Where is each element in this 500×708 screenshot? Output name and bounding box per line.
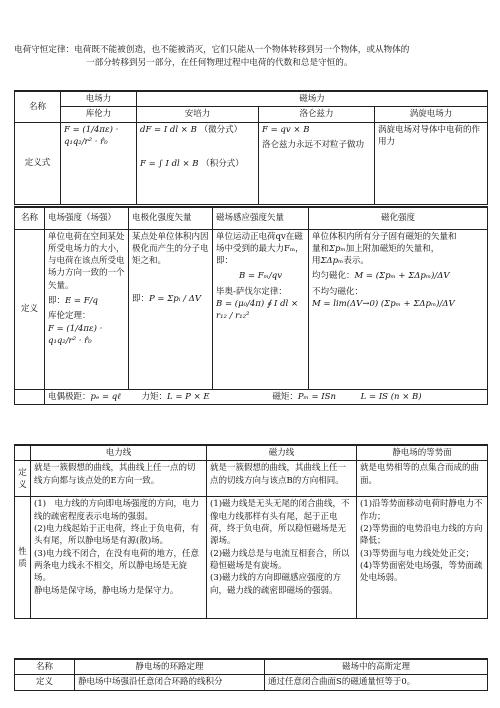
- equipotential-header: 静电场的等势面: [357, 445, 488, 461]
- electric-lines-properties: [31, 497, 207, 619]
- ampere-integral-note: （积分式）: [201, 158, 244, 169]
- biot-savart-label: 毕奥-萨伐尔定律：: [216, 286, 287, 297]
- magnetization-sum-1: Σpₘ: [329, 243, 346, 254]
- polarization-header: 电极化强度矢量: [129, 207, 213, 229]
- magnetic-moment-label: 磁矩：: [272, 391, 298, 402]
- lines-definition-label: 定义: [15, 461, 31, 497]
- equipotential-property-item: (2)等势面的电势沿电力线的方向降低；: [360, 523, 483, 547]
- polarization-cell: [129, 229, 213, 389]
- magnetic-force-header: 磁场力: [137, 91, 488, 107]
- magnetic-property-item: (2)磁力线总是与电流互相套合，所以稳恒磁场是有旋场。: [210, 548, 350, 571]
- lorentz-note: 洛仑兹力永远不对粒子做功: [262, 139, 365, 150]
- magnetic-lines-header: 磁力线: [207, 445, 357, 461]
- force-table: [14, 90, 488, 205]
- gauss-magnetic-header: 磁场中的高斯定理: [265, 659, 488, 675]
- torque-label: 力矩：: [141, 391, 167, 402]
- coulomb-formula: F = (1/4πε) · q₁q₂/r² · r̂₀: [64, 124, 119, 147]
- theorem-definition-label: 定义: [15, 675, 75, 690]
- circulation-theorem-definition: 静电场中场强沿任意闭合环路的线积分: [75, 675, 265, 690]
- field-strength-formula: E = F/q: [65, 296, 98, 307]
- polarization-formula-label: 即：: [132, 294, 150, 305]
- circulation-theorem-header: 静电场的环路定理: [75, 659, 265, 675]
- magnetic-induction-header: 磁场感应强度矢量: [213, 207, 309, 229]
- magnetic-induction-cell: [213, 229, 309, 389]
- ampere-force-header: 安培力: [137, 107, 259, 122]
- field-strength-formula-label: 即：: [48, 296, 66, 307]
- vortex-description: 涡旋电场对导体中电荷的作用力: [375, 122, 488, 204]
- lorentz-formula: F = qv × B: [262, 124, 310, 135]
- magnetization-use-word: 用: [312, 256, 321, 267]
- magnetization-cell: 单位体积内所有分子固有磁矩的矢量和 量和Σpₘ加上附加磁矩的矢量和， 用ΣΔpₘ表示。 均匀磁化：M = (Σpₘ + ΣΔpₘ)/ΔV 不均匀磁化： M = lim(ΔV→0) (Σpₘ + ΣΔpₘ)/ΔV: [309, 229, 488, 389]
- magnetic-property-item: (3)磁力线的方向即磁感应强度的方向，磁力线的疏密即磁场的强弱。: [210, 573, 342, 596]
- electric-lines-definition: 就是一簇假想的曲线，其曲线上任一点的切线方向都与该点处的E方向一致。: [31, 461, 207, 497]
- polarization-formula: P = Σpᵢ / ΔV: [149, 294, 201, 305]
- ampere-differential-formula: dF = I dl × B: [140, 124, 197, 135]
- ampere-formula-cell: [137, 122, 259, 204]
- intro-line-1: 电荷守恒定律：电荷既不能被创造，也不能被消灭，它们只能从一个物体转移到另一个物体，或从物体的: [14, 45, 410, 55]
- field-strength-cell: [45, 229, 129, 389]
- coulomb-force-header: 库伦力: [61, 107, 137, 122]
- electric-property-item: (2)电力线起始于正电荷，终止于负电荷，有头有尾，所以静电场是有源(散)场。: [34, 523, 200, 547]
- electric-force-header: 电场力: [61, 91, 137, 107]
- force-name-header: 名称: [15, 91, 61, 122]
- vortex-force-header: 涡旋电场力: [375, 107, 488, 122]
- lorentz-force-header: 洛仑兹力: [259, 107, 375, 122]
- coulomb-formula-cell: [61, 122, 137, 204]
- charge-conservation-paragraph: [14, 44, 488, 71]
- nonuniform-magnetization-label: 不均匀磁化：: [312, 286, 364, 297]
- lorentz-formula-cell: [259, 122, 375, 204]
- magnetic-induction-formula: B = Fₘ/qv: [239, 271, 282, 282]
- theorem-table: [14, 658, 488, 691]
- coulomb-law-formula: F = (1/4πε) · q₁q₂/r² · r̂₀: [48, 323, 103, 346]
- torque-formula: L = P × E: [166, 391, 210, 402]
- equipotential-property-item: (1)沿等势面移动电荷时静电力不作功；: [360, 499, 483, 522]
- theorem-name-header: 名称: [15, 659, 75, 675]
- dipole-label: 电偶极距：: [48, 391, 91, 402]
- gauss-magnetic-definition: 通过任意闭合曲面S的磁通量恒等于0。: [265, 675, 488, 690]
- magnetic-lines-definition: 就是一簇假想的曲线，其曲线上任一点的切线方向与该点B的方向相同。: [207, 461, 357, 497]
- ampere-integral-formula: F = ∫ I dl × B: [140, 158, 199, 169]
- ampere-differential-note: （微分式）: [199, 124, 243, 135]
- polarization-description: 某点处单位体积内因极化而产生的分子电矩之和。: [132, 231, 209, 267]
- magnetization-header: 磁化强度: [309, 207, 488, 229]
- magnetization-description-1: 单位体积内所有分子固有磁矩的矢量和: [312, 231, 457, 242]
- biot-savart-formula: B = (μ₀/4π) ∮ I dl × r₁₂ / r₁₂²: [216, 299, 299, 322]
- magnetic-property-item: (1)磁力线是无头无尾的闭合曲线，不像电力线那样有头有尾，起于正电荷，终于负电荷，所以稳恒磁场是无源场。: [210, 499, 350, 547]
- magnetization-description-2: 加上附加磁矩的矢量和，: [345, 243, 440, 254]
- magnetic-torque-formula: L = IS (n × B): [360, 391, 422, 402]
- electric-property-item: (1) 电力线的方向即电场强度的方向，电力线的疏密程度表示电场的强弱。: [34, 499, 200, 522]
- nonuniform-magnetization-formula: M = lim(ΔV→0) (Σpₘ + ΣΔpₘ)/ΔV: [312, 299, 455, 310]
- moment-row: [45, 389, 488, 404]
- dipole-formula: pₑ = qℓ: [90, 391, 121, 402]
- field-lines-table: [14, 444, 488, 619]
- magnetic-induction-description: 单位运动正电荷qv在磁场中受到的最大力Fₘ，即：: [216, 231, 304, 267]
- quantity-definition-label: 定义: [15, 229, 45, 389]
- electric-lines-header: 电力线: [31, 445, 207, 461]
- quantity-name-header: 名称: [15, 207, 45, 229]
- equipotential-definition: 就是电势相等的点集合而成的曲面。: [357, 461, 488, 497]
- magnetization-sum-2: ΣΔpₘ: [320, 256, 344, 267]
- field-quantity-table: [14, 206, 488, 405]
- magnetization-description-3: 表示。: [343, 256, 369, 267]
- equipotential-property-item: (4)等势面密处电场强，等势面疏处电场弱。: [360, 560, 483, 584]
- uniform-magnetization-formula: M = (Σpₘ + ΣΔpₘ)/ΔV: [354, 271, 450, 282]
- equipotential-properties: [357, 497, 488, 619]
- force-definition-label: 定义式: [15, 122, 61, 204]
- field-strength-header: 电场强度（场强）: [45, 207, 129, 229]
- magnetic-lines-properties: [207, 497, 357, 619]
- coulomb-law-label: 库伦定理：: [48, 311, 91, 322]
- electric-property-item: (3)电力线不闭合，在没有电荷的地方，任意两条电力线永不相交，所以静电场是无旋场。: [34, 548, 200, 584]
- magnetic-moment-formula: Pₘ = ISn: [297, 391, 336, 402]
- intro-line-2: 一部分转移到另一部分，在任何物理过程中电荷的代数和总是守恒的。: [86, 58, 353, 69]
- field-strength-description: 单位电荷在空间某处所受电场力的大小，与电荷在该点所受电场力方向一致的一个矢量。: [48, 231, 125, 291]
- electric-property-item: 静电场是保守场，静电场力是保守力。: [34, 585, 179, 596]
- uniform-magnetization-label: 均匀磁化：: [312, 271, 355, 282]
- equipotential-property-item: (3)等势面与电力线处处正交；: [360, 548, 475, 559]
- lines-property-label: 性质: [15, 497, 31, 619]
